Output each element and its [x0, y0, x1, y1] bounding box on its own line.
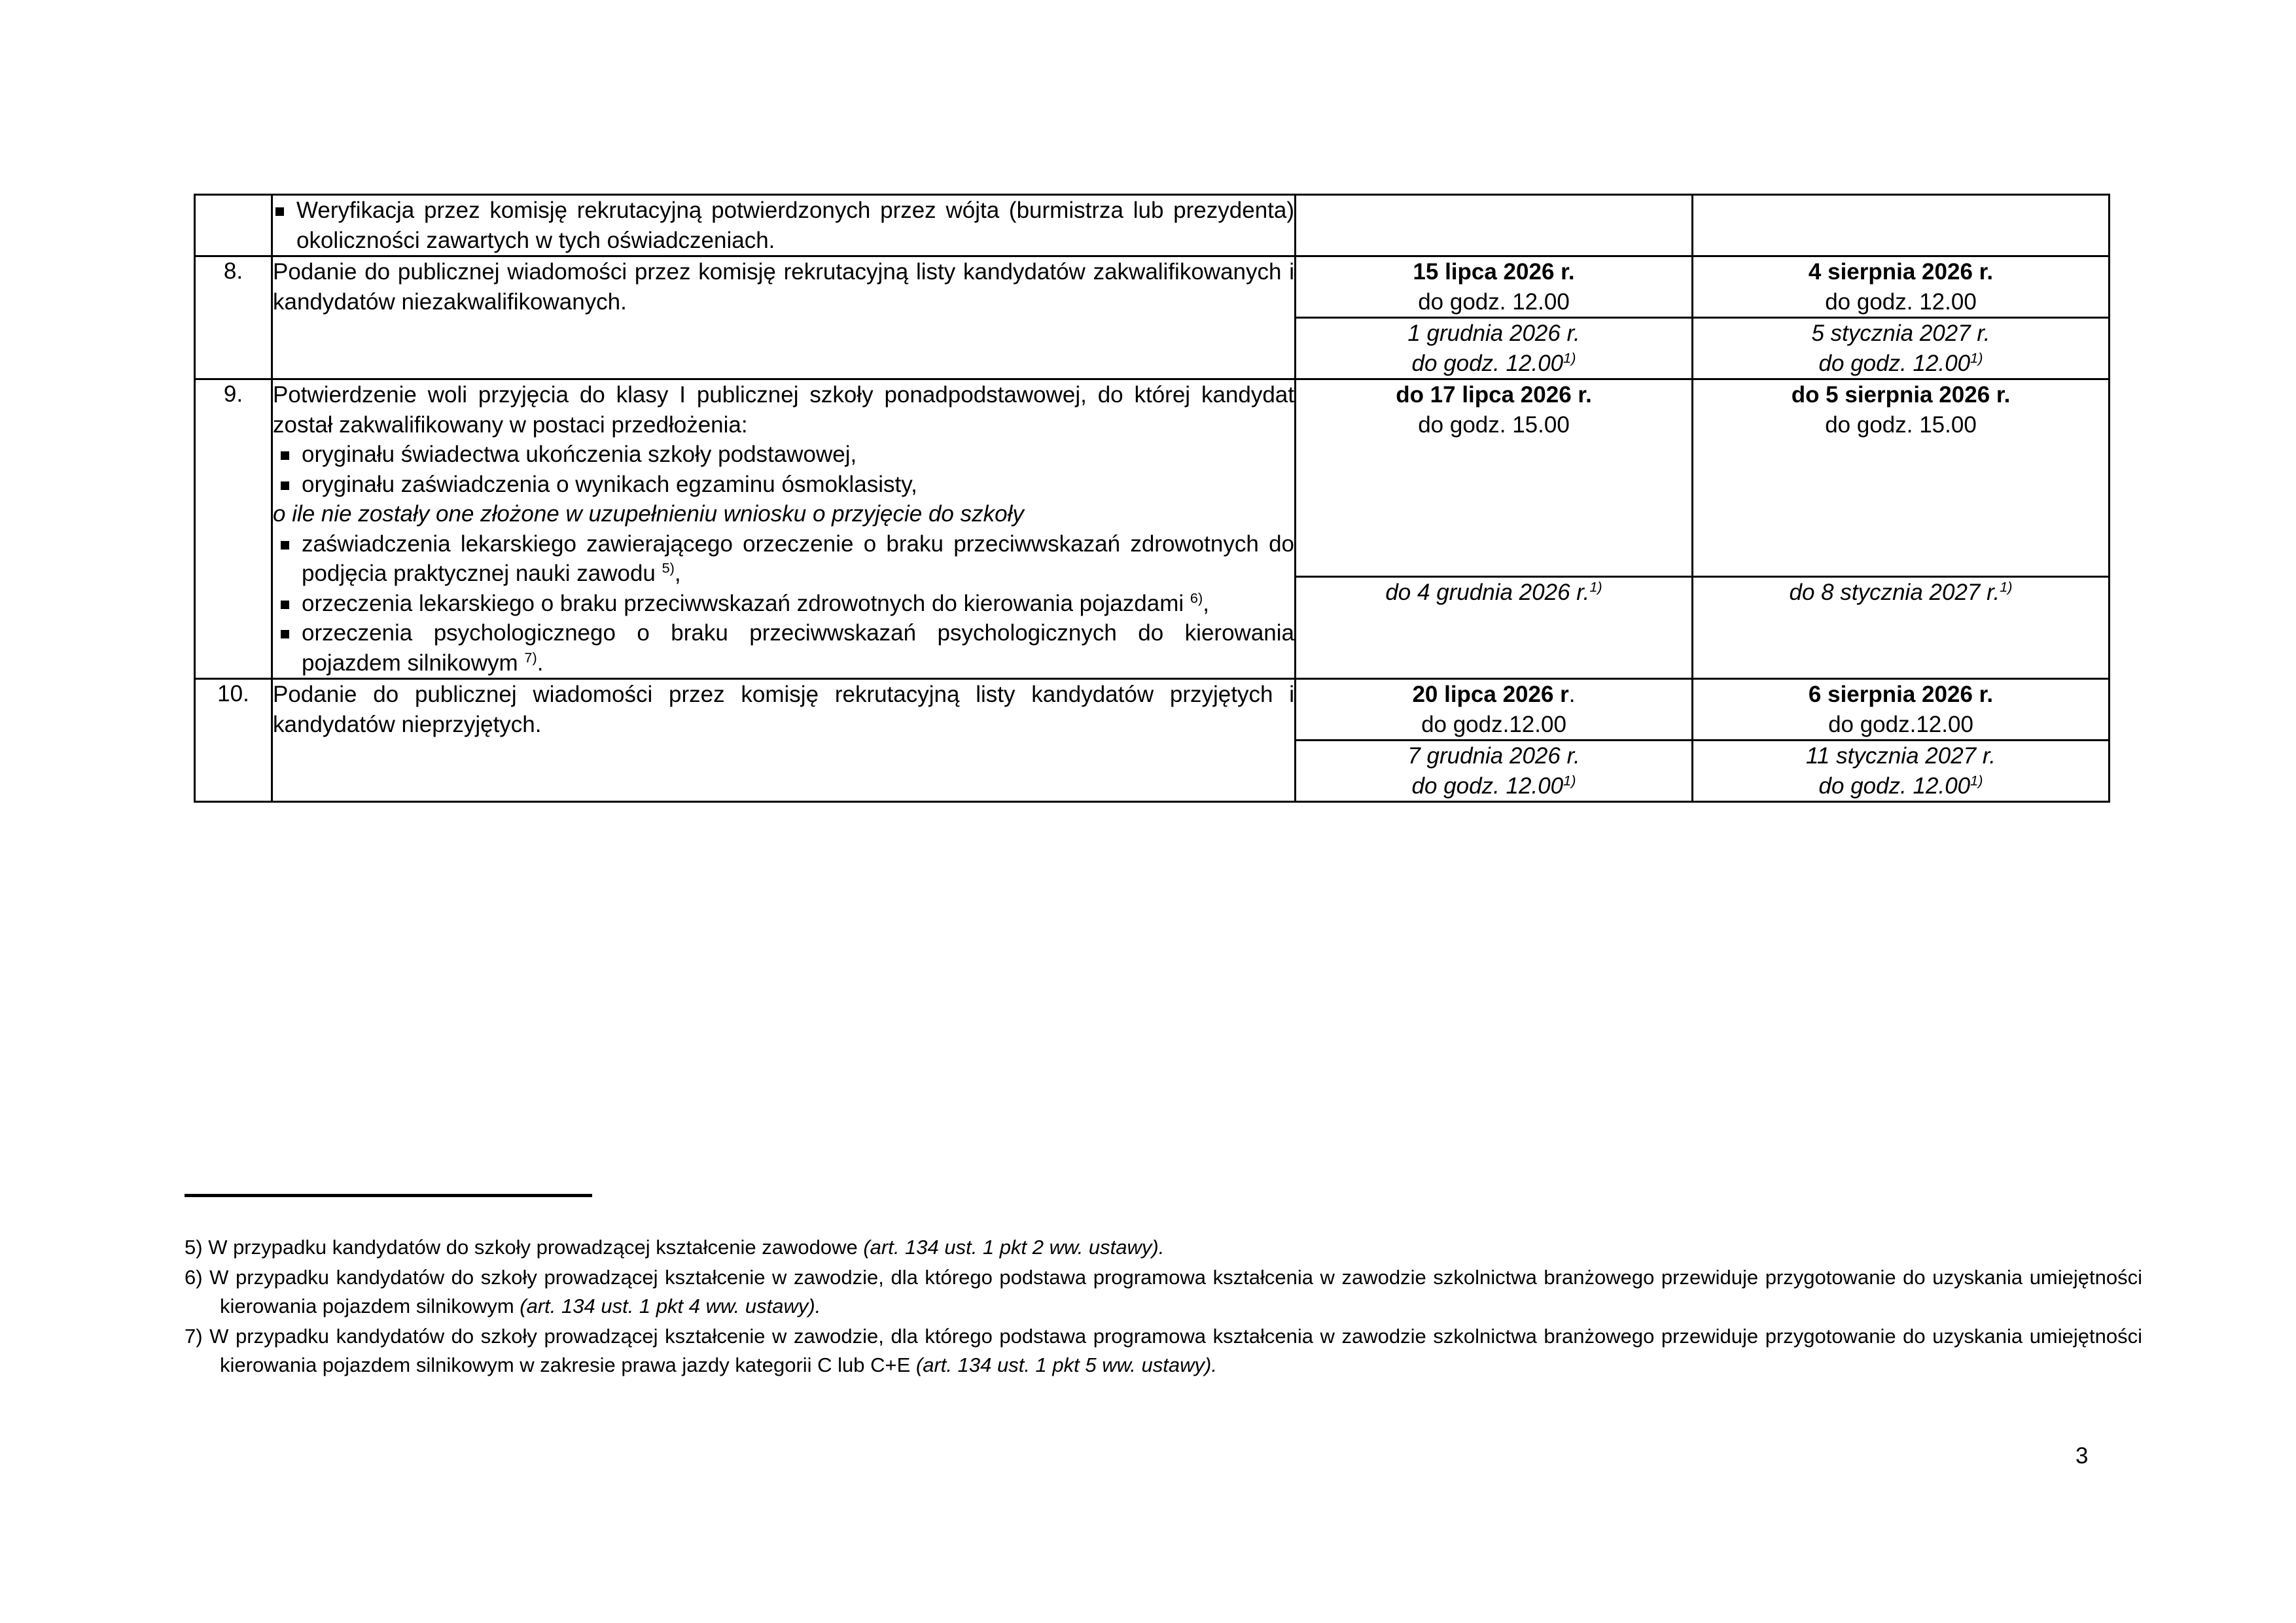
date-column-1-cell — [1296, 679, 1693, 741]
footnote-text: W przypadku kandydatów do szkoły prowadzącej kształcenie zawodowe — [202, 1236, 864, 1259]
recruitment-schedule-table — [194, 194, 2110, 803]
table-row — [195, 679, 2110, 741]
date-column-1-alt-cell — [1296, 577, 1693, 679]
requirement-list-a — [273, 440, 1294, 499]
date-column-2-alt-cell — [1693, 577, 2110, 679]
row-number: 9. — [223, 381, 243, 407]
date-primary: do 5 sierpnia 2026 r. — [1791, 382, 2011, 408]
date-primary: 6 sierpnia 2026 r. — [1808, 682, 1994, 707]
list-item-tail: , — [674, 561, 681, 586]
description-text: Podanie do publicznej wiadomości przez komisję rekrutacyjną listy kandydatów przyjętych i kandydatów nieprzyjętych. — [273, 682, 1294, 737]
date-time: do godz. 15.00 — [1825, 411, 1977, 438]
footnote-text: W przypadku kandydatów do szkoły prowadzącej kształcenie w zawodzie, dla którego podstawa programowa kształcenia w zawodzie szkolnictwa branżowego przewiduje przygotowanie do uzyskania umiejętności kierowania pojazdem silnikowym — [202, 1266, 2142, 1318]
footnote-ref: 1) — [2000, 578, 2013, 595]
footnote-separator-rule — [185, 1194, 592, 1197]
row-number: 8. — [223, 258, 243, 284]
footnote-ref: 1) — [1970, 349, 1983, 366]
date-alt-time-text: do godz. 12.00 — [1818, 350, 1971, 376]
date-column-1-cell — [1296, 379, 1693, 577]
footnote-text: W przypadku kandydatów do szkoły prowadzącej kształcenie w zawodzie, dla którego podstawa programowa kształcenia w zawodzie szkolnictwa branżowego przewiduje przygotowanie do uzyskania umiejętności kierowania pojazdem silnikowym w zakresie prawa jazdy kategorii C lub C+E — [202, 1325, 2142, 1377]
description-text: Podanie do publicznej wiadomości przez komisję rekrutacyjną listy kandydatów zakwalifikowanych i kandydatów niezakwalifikowanych. — [273, 259, 1294, 315]
list-item-tail: . — [537, 650, 544, 676]
list-item — [273, 440, 1294, 470]
date-column-1-alt-cell — [1296, 741, 1693, 802]
footnote-ref: 1) — [1589, 578, 1602, 595]
table-row — [195, 256, 2110, 318]
date-alt-primary: 11 stycznia 2027 r. — [1806, 743, 1996, 769]
date-alt-time — [1296, 771, 1691, 801]
list-item-label: oryginału świadectwa ukończenia szkoły podstawowej, — [302, 442, 857, 467]
footnote-ref: 1) — [1563, 349, 1576, 366]
date-primary: do 17 lipca 2026 r. — [1396, 382, 1592, 408]
footnote-marker: 7) — [185, 1325, 203, 1348]
list-item-tail: , — [1203, 590, 1209, 616]
date-time: do godz.12.00 — [1421, 711, 1566, 737]
date-column-2-cell — [1693, 256, 2110, 318]
date-alt-primary — [1296, 578, 1691, 608]
date-alt-text: do 8 stycznia 2027 r. — [1789, 580, 2000, 606]
footnote-citation: (art. 134 ust. 1 pkt 4 ww. ustawy). — [520, 1295, 821, 1318]
row-number: 10. — [217, 681, 249, 707]
date-alt-time — [1693, 771, 2108, 801]
date-column-1-alt-cell — [1296, 318, 1693, 379]
row-number-cell — [195, 256, 272, 379]
date-alt-primary: 7 grudnia 2026 r. — [1407, 743, 1580, 769]
date-alt-time-text: do godz. 12.00 — [1411, 350, 1564, 376]
requirement-list-b — [273, 529, 1294, 678]
date-primary: 15 lipca 2026 r. — [1413, 259, 1575, 285]
list-item — [273, 589, 1294, 619]
footnote-item — [185, 1263, 2142, 1321]
page-number: 3 — [2075, 1443, 2089, 1469]
description-text: Weryfikacja przez komisję rekrutacyjną potwierdzonych przez wójta (burmistrza lub prezydenta) okoliczności zawartych w tych oświadczeniach. — [296, 198, 1294, 253]
date-time: do godz.12.00 — [1828, 711, 1973, 737]
date-primary-period: . — [1568, 682, 1576, 707]
date-alt-primary: 5 stycznia 2027 r. — [1811, 321, 1990, 346]
date-time: do godz. 12.00 — [1825, 288, 1977, 315]
date-alt-primary — [1693, 578, 2108, 608]
row-description-cell — [272, 679, 1296, 802]
footnote-ref: 1) — [1563, 771, 1576, 788]
date-time: do godz. 15.00 — [1418, 411, 1570, 438]
list-item-label: oryginału zaświadczenia o wynikach egzaminu ósmoklasisty, — [302, 471, 917, 497]
list-item — [273, 618, 1294, 678]
date-column-2-alt-cell — [1693, 741, 2110, 802]
date-time: do godz. 12.00 — [1418, 288, 1570, 315]
description-bullet — [273, 196, 1294, 255]
footnote-ref: 6) — [1190, 589, 1203, 606]
footnote-marker: 5) — [185, 1236, 203, 1259]
conditional-note: o ile nie zostały one złożone w uzupełnieniu wniosku o przyjęcie do szkoły — [273, 501, 1024, 527]
row-number-cell — [195, 195, 272, 256]
date-alt-time — [1296, 349, 1691, 379]
row-number-cell — [195, 679, 272, 802]
date-alt-time-text: do godz. 12.00 — [1411, 773, 1564, 799]
row-number-cell — [195, 379, 272, 679]
date-column-2-cell — [1693, 379, 2110, 577]
date-column-1-cell — [1296, 256, 1693, 318]
date-column-2-cell — [1693, 195, 2110, 256]
footnote-marker: 6) — [185, 1266, 203, 1289]
table-row — [195, 379, 2110, 577]
list-item — [273, 470, 1294, 500]
date-primary-text: 20 lipca 2026 r — [1412, 682, 1569, 707]
date-column-2-alt-cell — [1693, 318, 2110, 379]
date-primary: 4 sierpnia 2026 r. — [1808, 259, 1994, 285]
list-item-label: orzeczenia psychologicznego o braku przeciwwskazań psychologicznych do kierowania pojazdem silnikowym — [302, 620, 1294, 676]
list-item — [273, 529, 1294, 589]
footnote-citation: (art. 134 ust. 1 pkt 5 ww. ustawy). — [915, 1353, 1217, 1377]
date-alt-time — [1693, 349, 2108, 379]
footnote-list — [185, 1233, 2142, 1381]
footnote-item — [185, 1322, 2142, 1380]
footnote-citation: (art. 134 ust. 1 pkt 2 ww. ustawy). — [863, 1236, 1165, 1259]
footnote-ref: 1) — [1970, 771, 1983, 788]
footnote-item — [185, 1233, 2142, 1262]
description-intro: Potwierdzenie woli przyjęcia do klasy I publicznej szkoły ponadpodstawowej, do której kandydat został zakwalifikowany w postaci przedłożenia: — [273, 382, 1294, 438]
date-alt-text: do 4 grudnia 2026 r. — [1385, 580, 1590, 606]
row-description-cell — [272, 379, 1296, 679]
table-row — [195, 195, 2110, 256]
row-description-cell — [272, 195, 1296, 256]
date-alt-time-text: do godz. 12.00 — [1818, 773, 1971, 799]
list-item-label: orzeczenia lekarskiego o braku przeciwwskazań zdrowotnych do kierowania pojazdami — [302, 590, 1190, 616]
footnote-ref: 5) — [662, 559, 675, 576]
footnote-ref: 7) — [524, 648, 537, 665]
date-column-1-cell — [1296, 195, 1693, 256]
date-primary — [1296, 680, 1691, 710]
list-item-label: zaświadczenia lekarskiego zawierającego orzeczenie o braku przeciwwskazań zdrowotnych do podjęcia praktycznej nauki zawodu — [302, 531, 1294, 586]
date-column-2-cell — [1693, 679, 2110, 741]
date-alt-primary: 1 grudnia 2026 r. — [1407, 321, 1580, 346]
row-description-cell — [272, 256, 1296, 379]
